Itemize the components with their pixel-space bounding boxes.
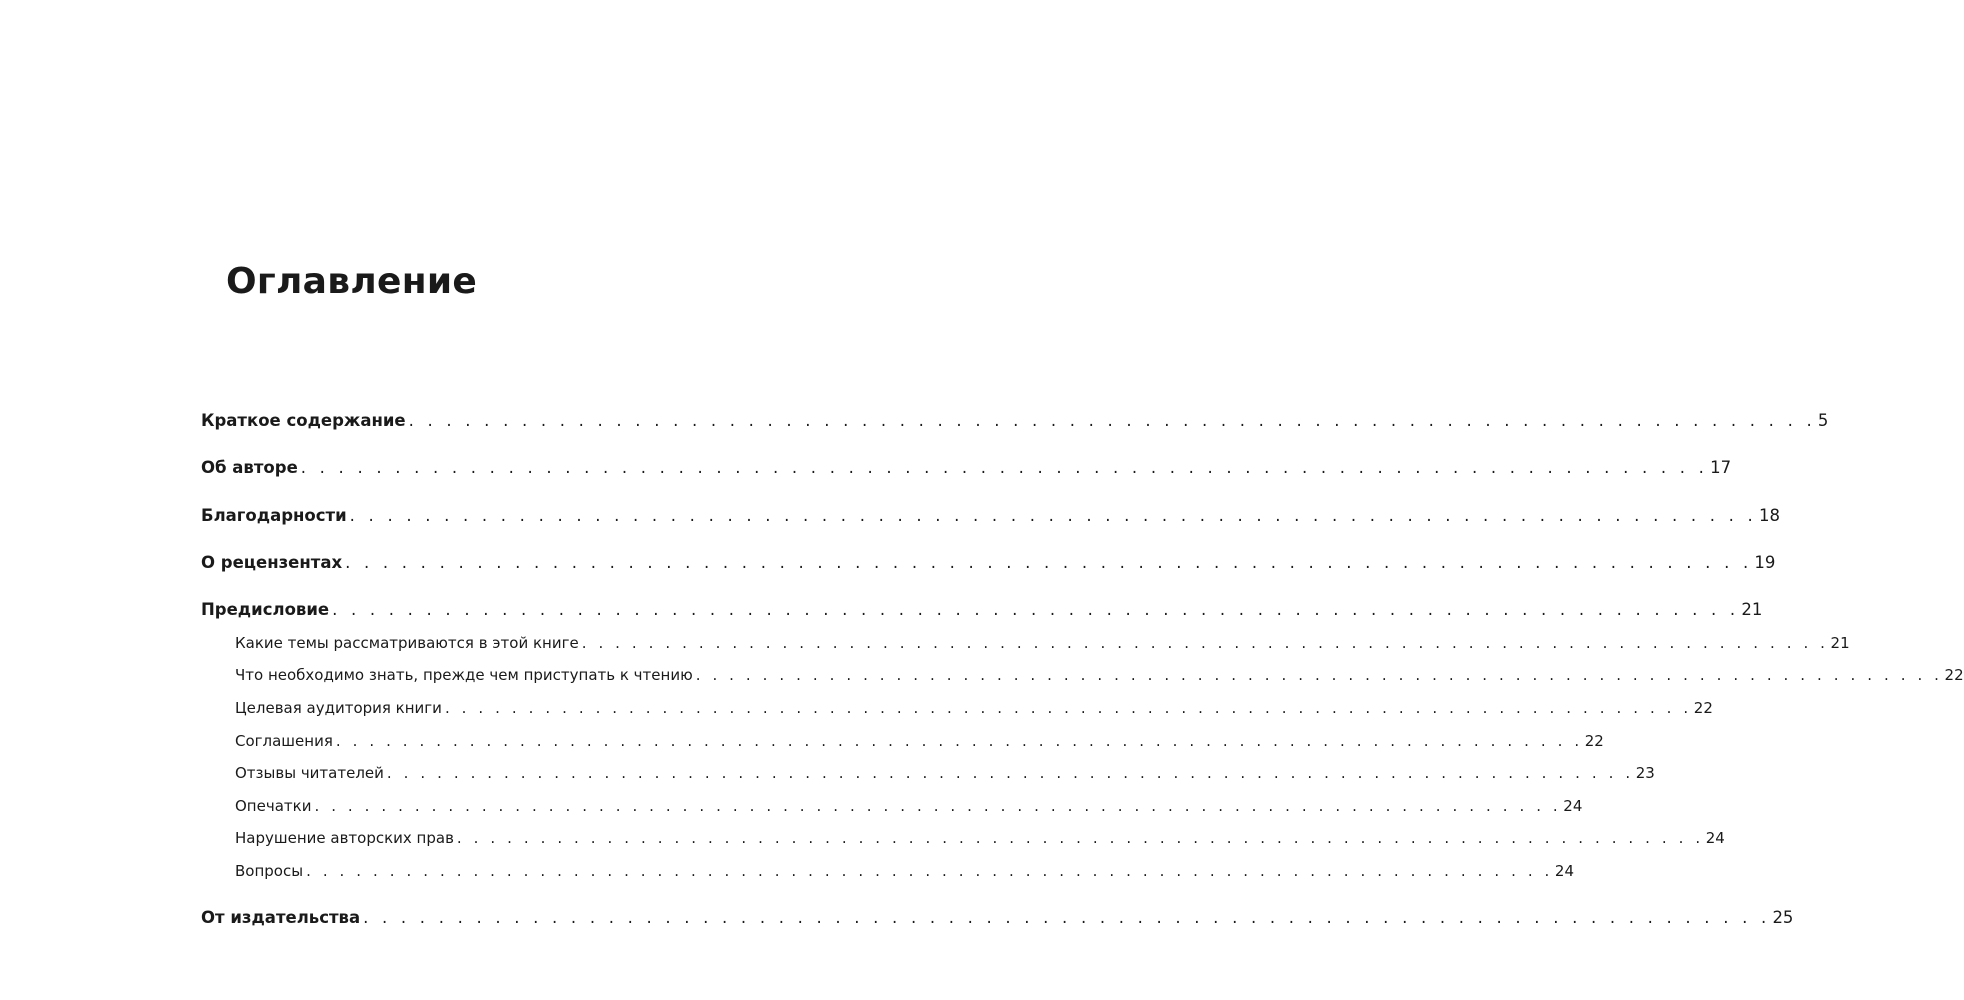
toc-page-number: 23 xyxy=(1635,764,1655,782)
toc-subentry-piracy[interactable] xyxy=(235,825,1725,851)
toc-entry-label: Целевая аудитория книги xyxy=(235,699,442,717)
toc-page-number: 25 xyxy=(1772,908,1794,927)
toc-entry-label: Об авторе xyxy=(201,458,298,477)
toc-leader-dots: . . . . . . . . . . . . . . . . . . . . . . . . . . . . . . . . . . . . . . . . . . . . . . . . . . . . . . . . . . . . . . . . . . . . . . . . . . . xyxy=(335,732,1583,750)
toc-leader-dots: . . . . . . . . . . . . . . . . . . . . . . . . . . . . . . . . . . . . . . . . . . . . . . . . . . . . . . . . . . . . . . . . . . . . . . . . . . . xyxy=(444,699,1692,717)
toc-leader-dots: . . . . . . . . . . . . . . . . . . . . . . . . . . . . . . . . . . . . . . . . . . . . . . . . . . . . . . . . . . . . . . . . . . . . . . . . . . . xyxy=(386,764,1634,782)
toc-page-number: 18 xyxy=(1758,506,1780,525)
toc-entry-label: Благодарности xyxy=(201,506,347,525)
toc-entry-reviewers[interactable] xyxy=(201,550,1776,576)
page-title: Оглавление xyxy=(226,261,478,302)
toc-page-number: 17 xyxy=(1710,458,1732,477)
toc-entry-acknowledgements[interactable] xyxy=(201,503,1780,529)
toc-page-number: 24 xyxy=(1563,797,1583,815)
toc-page-number: 24 xyxy=(1705,829,1725,847)
toc-entry-label: Предисловие xyxy=(201,600,330,619)
toc-entry-label: Нарушение авторских прав xyxy=(235,829,454,847)
toc-page-number: 21 xyxy=(1741,600,1763,619)
toc-subentry-conventions[interactable] xyxy=(235,728,1604,754)
toc-entry-label: Вопросы xyxy=(235,862,304,880)
toc-page-number: 22 xyxy=(1944,666,1964,684)
toc-subentry-questions[interactable] xyxy=(235,858,1575,884)
toc-leader-dots: . . . . . . . . . . . . . . . . . . . . . . . . . . . . . . . . . . . . . . . . . . . . . . . . . . . . . . . . . . . . . . . . . . . . . . . . . . . xyxy=(345,553,1753,572)
toc-subentry-feedback[interactable] xyxy=(235,760,1655,786)
toc-page-number: 22 xyxy=(1693,699,1713,717)
toc-leader-dots: . . . . . . . . . . . . . . . . . . . . . . . . . . . . . . . . . . . . . . . . . . . . . . . . . . . . . . . . . . . . . . . . . . . . . . . . . . . xyxy=(456,829,1704,847)
toc-leader-dots: . . . . . . . . . . . . . . . . . . . . . . . . . . . . . . . . . . . . . . . . . . . . . . . . . . . . . . . . . . . . . . . . . . . . . . . . . . . xyxy=(306,862,1553,880)
toc-entry-label: Соглашения xyxy=(235,732,333,750)
toc-page-number: 5 xyxy=(1817,411,1829,430)
toc-entry-label: Краткое содержание xyxy=(201,411,406,430)
toc-entry-label: Опечатки xyxy=(235,797,312,815)
toc-page-number: 21 xyxy=(1830,634,1850,652)
toc-entry-label: От издательства xyxy=(201,908,361,927)
toc-entry-publisher[interactable] xyxy=(201,905,1794,931)
toc-leader-dots: . . . . . . . . . . . . . . . . . . . . . . . . . . . . . . . . . . . . . . . . . . . . . . . . . . . . . . . . . . . . . . . . . . . . . . . . . . . xyxy=(695,666,1943,684)
toc-entry-label: О рецензентах xyxy=(201,553,343,572)
toc-entry-summary[interactable] xyxy=(201,408,1829,434)
toc-leader-dots: . . . . . . . . . . . . . . . . . . . . . . . . . . . . . . . . . . . . . . . . . . . . . . . . . . . . . . . . . . . . . . . . . . . . . . . . . . . xyxy=(349,506,1757,525)
toc-leader-dots: . . . . . . . . . . . . . . . . . . . . . . . . . . . . . . . . . . . . . . . . . . . . . . . . . . . . . . . . . . . . . . . . . . . . . . . . . . . xyxy=(300,458,1709,477)
toc-subentry-prerequisites[interactable] xyxy=(235,662,1964,688)
toc-subentry-audience[interactable] xyxy=(235,695,1713,721)
toc-subentry-topics[interactable] xyxy=(235,630,1850,656)
toc-page-number: 19 xyxy=(1754,553,1776,572)
toc-page-number: 22 xyxy=(1584,732,1604,750)
toc-subentry-errata[interactable] xyxy=(235,793,1583,819)
toc-entry-preface[interactable] xyxy=(201,597,1763,623)
toc-entry-label: Какие темы рассматриваются в этой книге xyxy=(235,634,579,652)
toc-page-number: 24 xyxy=(1554,862,1575,880)
toc-entry-label: Отзывы читателей xyxy=(235,764,384,782)
toc-leader-dots: . . . . . . . . . . . . . . . . . . . . . . . . . . . . . . . . . . . . . . . . . . . . . . . . . . . . . . . . . . . . . . . . . . . . . . . . . . . xyxy=(332,600,1740,619)
toc-leader-dots: . . . . . . . . . . . . . . . . . . . . . . . . . . . . . . . . . . . . . . . . . . . . . . . . . . . . . . . . . . . . . . . . . . . . . . . . . . . xyxy=(581,634,1829,652)
toc-leader-dots: . . . . . . . . . . . . . . . . . . . . . . . . . . . . . . . . . . . . . . . . . . . . . . . . . . . . . . . . . . . . . . . . . . . . . . . . . . . xyxy=(363,908,1771,927)
toc-leader-dots: . . . . . . . . . . . . . . . . . . . . . . . . . . . . . . . . . . . . . . . . . . . . . . . . . . . . . . . . . . . . . . . . . . . . . . . . . . . xyxy=(408,411,1816,430)
toc-entry-label: Что необходимо знать, прежде чем приступать к чтению xyxy=(235,666,693,684)
toc-leader-dots: . . . . . . . . . . . . . . . . . . . . . . . . . . . . . . . . . . . . . . . . . . . . . . . . . . . . . . . . . . . . . . . . . . . . . . . . . . . xyxy=(314,797,1562,815)
toc-entry-about-author[interactable] xyxy=(201,455,1732,481)
